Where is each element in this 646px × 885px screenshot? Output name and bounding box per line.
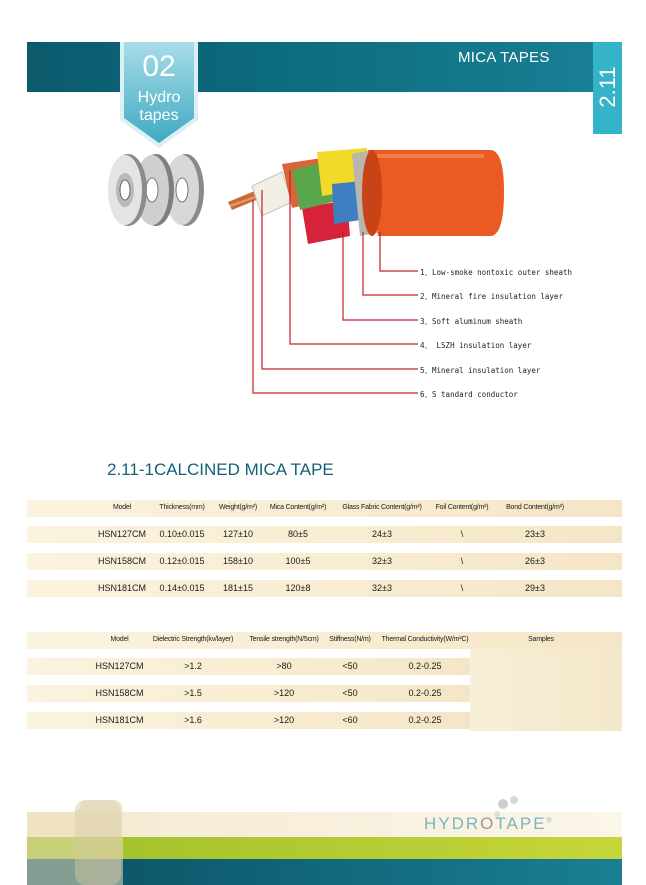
registered-mark: ® — [546, 817, 554, 825]
table-row — [27, 658, 470, 675]
cell-tensile: >120 — [273, 688, 295, 698]
column-header: Model — [110, 636, 129, 643]
column-header: Weight(g/m²) — [219, 504, 257, 511]
category-badge — [120, 42, 198, 148]
badge-line1: Hydro — [137, 89, 181, 106]
callout-outer-sheath: 1、Low-smoke nontoxic outer sheath — [420, 268, 572, 277]
cell-tensile: >120 — [273, 715, 295, 725]
callout-conductor: 6、S tandard conductor — [420, 390, 518, 399]
brand-o: O — [480, 814, 496, 833]
cell-thickness: 0.10±0.015 — [159, 529, 205, 539]
cell-model: HSN127CM — [95, 661, 144, 671]
cell-model: HSN181CM — [97, 583, 146, 593]
page-title: MICA TAPES — [458, 49, 550, 66]
samples-area — [470, 649, 622, 731]
cell-foil: \ — [460, 529, 464, 539]
cell-foil: \ — [460, 583, 464, 593]
section-number: 2.11 — [595, 66, 620, 108]
cell-model: HSN158CM — [97, 556, 146, 566]
cell-mica: 120±8 — [285, 583, 311, 593]
cell-weight: 127±10 — [223, 529, 253, 539]
callout-mineral-fire-layer: 2、Mineral fire insulation layer — [420, 292, 563, 301]
column-header: Thermal Conductivity(W/m²C) — [381, 636, 469, 643]
cell-weight: 158±10 — [223, 556, 253, 566]
column-header: Tensile strength(N/5cm) — [249, 636, 319, 643]
brand-part1: HYDR — [424, 814, 481, 833]
cell-tensile: >80 — [276, 661, 292, 671]
section-title: 2.11-1CALCINED MICA TAPE — [107, 460, 334, 479]
cell-dielectric: >1.6 — [184, 715, 202, 725]
cell-dielectric: >1.5 — [184, 688, 202, 698]
badge-line2: tapes — [139, 107, 179, 124]
cell-model: HSN158CM — [95, 688, 144, 698]
cell-thermal: 0.2-0.25 — [408, 715, 442, 725]
table-row — [27, 685, 470, 702]
column-header: Glass Fabric Content(g/m²) — [342, 504, 422, 511]
table-header-row — [27, 632, 622, 649]
column-header: Mica Content(g/m²) — [269, 504, 327, 511]
cell-mica: 100±5 — [285, 556, 311, 566]
cell-model: HSN181CM — [95, 715, 144, 725]
table-row — [27, 553, 622, 570]
column-header: Bond Content(g/m²) — [506, 504, 564, 511]
section-tab — [593, 42, 622, 134]
column-header: Samples — [528, 636, 554, 643]
column-header: Stiffness(N/m) — [329, 636, 371, 643]
cell-mica: 80±5 — [288, 529, 308, 539]
cell-stiffness: <50 — [342, 688, 358, 698]
cell-bond: 29±3 — [525, 583, 545, 593]
cell-weight: 181±15 — [223, 583, 253, 593]
cell-model: HSN127CM — [97, 529, 146, 539]
cell-glass: 24±3 — [372, 529, 392, 539]
table-row — [27, 526, 622, 543]
cell-thickness: 0.12±0.015 — [159, 556, 205, 566]
tape-reels-image — [108, 150, 208, 230]
column-header: Dielectric Strength(kv/layer) — [152, 636, 234, 643]
cell-bond: 26±3 — [525, 556, 545, 566]
table-row — [27, 580, 622, 597]
cell-thermal: 0.2-0.25 — [408, 661, 442, 671]
callout-aluminum-sheath: 3、Soft aluminum sheath — [420, 317, 523, 326]
column-header: Foil Content(g/m²) — [435, 504, 489, 511]
brand-part2: TAPE — [495, 814, 547, 833]
cell-glass: 32±3 — [372, 583, 392, 593]
cell-stiffness: <50 — [342, 661, 358, 671]
footer-band — [27, 790, 622, 885]
callout-lszh-insulation: 4、 LSZH insulation layer — [420, 341, 532, 350]
badge-number: 02 — [142, 50, 176, 83]
table-header-row — [27, 500, 622, 517]
cell-glass: 32±3 — [372, 556, 392, 566]
cell-thermal: 0.2-0.25 — [408, 688, 442, 698]
table-row — [27, 712, 470, 729]
cell-foil: \ — [460, 556, 464, 566]
callout-mineral-insulation: 5、Mineral insulation layer — [420, 366, 541, 375]
cell-bond: 23±3 — [525, 529, 545, 539]
cell-thickness: 0.14±0.015 — [159, 583, 205, 593]
column-header: Model — [112, 504, 132, 511]
cell-stiffness: <60 — [342, 715, 358, 725]
cell-dielectric: >1.2 — [184, 661, 202, 671]
brand-logo — [424, 814, 554, 834]
column-header: Thickness(mm) — [159, 504, 205, 511]
